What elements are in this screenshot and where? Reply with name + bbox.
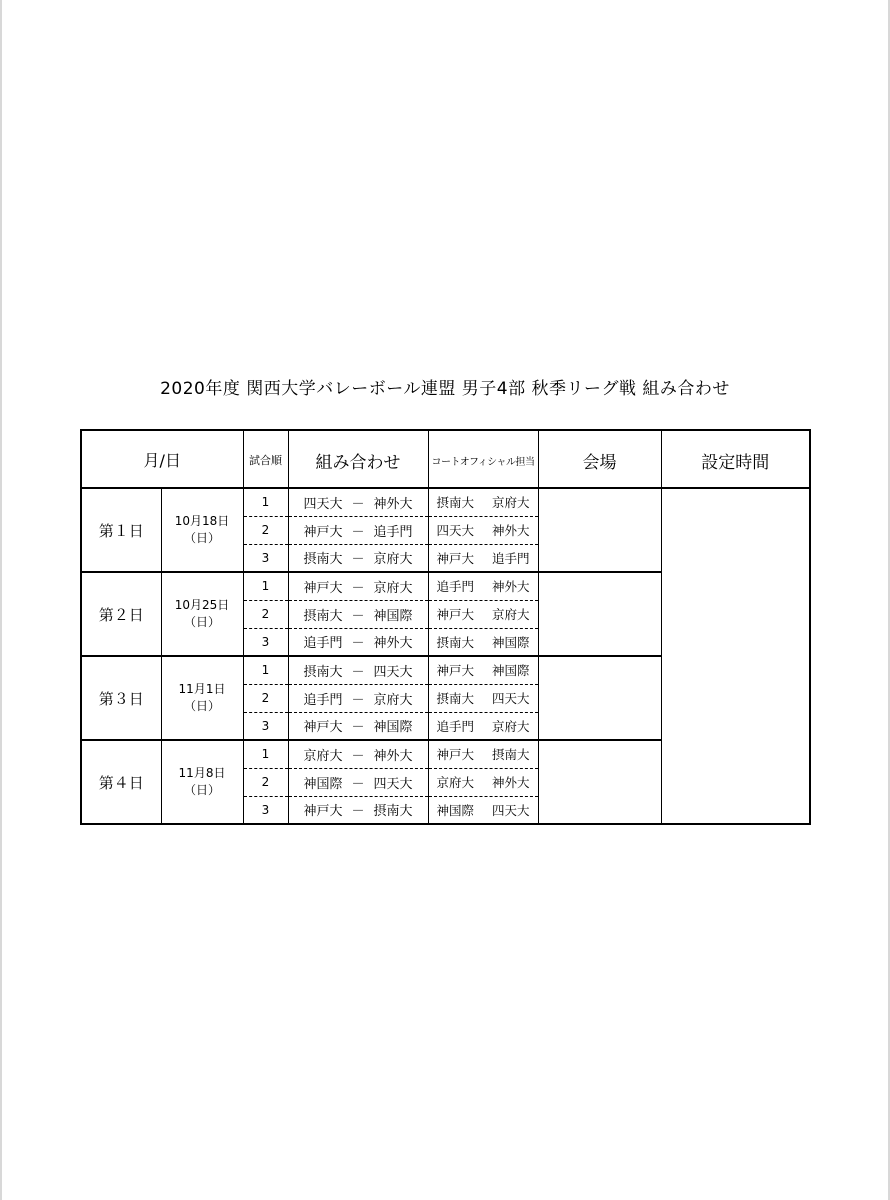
match-pairing [288,740,428,768]
versus-dash: － [351,552,365,568]
versus-dash: － [351,524,365,540]
date-text: 11月8日 [178,766,226,780]
header-date: 月/日 [81,430,243,488]
match-pairing [288,544,428,572]
versus-dash: － [351,636,365,652]
versus-dash: － [351,580,365,596]
venue-cell [538,656,661,740]
match-order: 3 [243,796,288,824]
versus-dash: － [351,692,365,708]
date-text: 10月25日 [174,598,230,612]
official-team-1: 京府大 [436,775,474,790]
match-order: 3 [243,712,288,740]
header-order: 試合順 [243,430,288,488]
match-pairing [288,600,428,628]
official-team-1: 神戸大 [436,607,474,622]
official-team-1: 摂南大 [436,495,474,511]
match-order: 2 [243,684,288,712]
page-left-edge [0,0,2,1200]
match-order: 1 [243,572,288,600]
away-team: 四天大 [373,776,413,792]
match-pairing [288,488,428,516]
home-team: 摂南大 [303,664,343,680]
away-team: 京府大 [373,692,413,708]
venue-cell [538,740,661,824]
away-team: 京府大 [373,552,413,568]
home-team: 摂南大 [303,608,343,624]
day-label: 第４日 [81,740,161,824]
court-officials [428,656,538,684]
official-team-1: 神戸大 [436,747,474,763]
official-team-1: 追手門 [436,579,474,595]
court-officials [428,712,538,740]
venue-cell [538,488,661,572]
official-team-1: 神戸大 [436,663,474,679]
away-team: 神外大 [373,496,413,512]
match-pairing [288,516,428,544]
day-date [161,656,243,740]
court-officials [428,516,538,544]
time-cell [661,488,810,824]
match-pairing [288,656,428,684]
match-pairing [288,796,428,824]
date-text: 11月1日 [178,682,226,696]
official-team-1: 追手門 [436,718,474,734]
versus-dash: － [351,608,365,624]
home-team: 京府大 [303,748,343,764]
day-date [161,488,243,572]
court-officials [428,600,538,628]
match-pairing [288,768,428,796]
home-team: 神戸大 [303,524,343,540]
match-pairing [288,684,428,712]
court-officials [428,628,538,656]
official-team-2: 追手門 [492,550,530,566]
match-order: 1 [243,488,288,516]
header-pairing: 組み合わせ [288,430,428,488]
versus-dash: － [351,664,365,680]
day-label: 第２日 [81,572,161,656]
weekday-text: （日） [183,615,220,629]
schedule-table [80,429,811,825]
match-order: 1 [243,656,288,684]
header-time: 設定時間 [661,430,810,488]
official-team-2: 神国際 [492,663,530,679]
schedule-body [81,488,810,824]
home-team: 神戸大 [303,580,343,596]
match-pairing [288,572,428,600]
home-team: 追手門 [303,636,343,652]
away-team: 京府大 [373,580,413,596]
official-team-2: 京府大 [492,718,530,734]
away-team: 神国際 [373,608,413,624]
home-team: 追手門 [303,692,343,708]
away-team: 追手門 [373,524,413,540]
day-label: 第１日 [81,488,161,572]
day-label: 第３日 [81,656,161,740]
court-officials [428,796,538,824]
match-order: 2 [243,600,288,628]
home-team: 神戸大 [303,804,343,820]
away-team: 四天大 [373,664,413,680]
away-team: 神外大 [373,636,413,652]
match-pairing [288,628,428,656]
official-team-1: 摂南大 [436,634,474,650]
away-team: 神外大 [373,748,413,764]
official-team-1: 神戸大 [436,550,474,566]
versus-dash: － [351,748,365,764]
weekday-text: （日） [183,531,220,545]
match-row [81,488,810,516]
official-team-2: 四天大 [492,691,530,706]
versus-dash: － [351,720,365,736]
home-team: 神戸大 [303,720,343,736]
venue-cell [538,572,661,656]
away-team: 摂南大 [373,804,413,820]
official-team-1: 四天大 [436,523,474,538]
official-team-2: 神外大 [492,523,530,538]
match-order: 3 [243,628,288,656]
header-row [81,430,810,488]
match-order: 1 [243,740,288,768]
versus-dash: － [351,496,365,512]
court-officials [428,572,538,600]
match-pairing [288,712,428,740]
date-text: 10月18日 [174,514,230,528]
home-team: 摂南大 [303,552,343,568]
weekday-text: （日） [183,783,220,797]
day-date [161,572,243,656]
header-court-official: コートオフィシャル担当 [428,430,538,488]
court-officials [428,684,538,712]
court-officials [428,488,538,516]
official-team-2: 神国際 [492,634,530,650]
court-officials [428,740,538,768]
official-team-1: 神国際 [436,802,474,818]
official-team-1: 摂南大 [436,691,474,706]
away-team: 神国際 [373,720,413,736]
official-team-2: 神外大 [492,579,530,595]
official-team-2: 京府大 [492,495,530,511]
court-officials [428,544,538,572]
official-team-2: 神外大 [492,775,530,790]
home-team: 神国際 [303,776,343,792]
court-officials [428,768,538,796]
header-venue: 会場 [538,430,661,488]
document-title: 2020年度 関西大学バレーボール連盟 男子4部 秋季リーグ戦 組み合わせ [160,379,730,399]
versus-dash: － [351,776,365,792]
versus-dash: － [351,804,365,820]
home-team: 四天大 [303,496,343,512]
official-team-2: 京府大 [492,607,530,622]
day-date [161,740,243,824]
match-order: 3 [243,544,288,572]
official-team-2: 四天大 [492,802,530,818]
match-order: 2 [243,768,288,796]
match-order: 2 [243,516,288,544]
official-team-2: 摂南大 [492,747,530,763]
weekday-text: （日） [183,699,220,713]
